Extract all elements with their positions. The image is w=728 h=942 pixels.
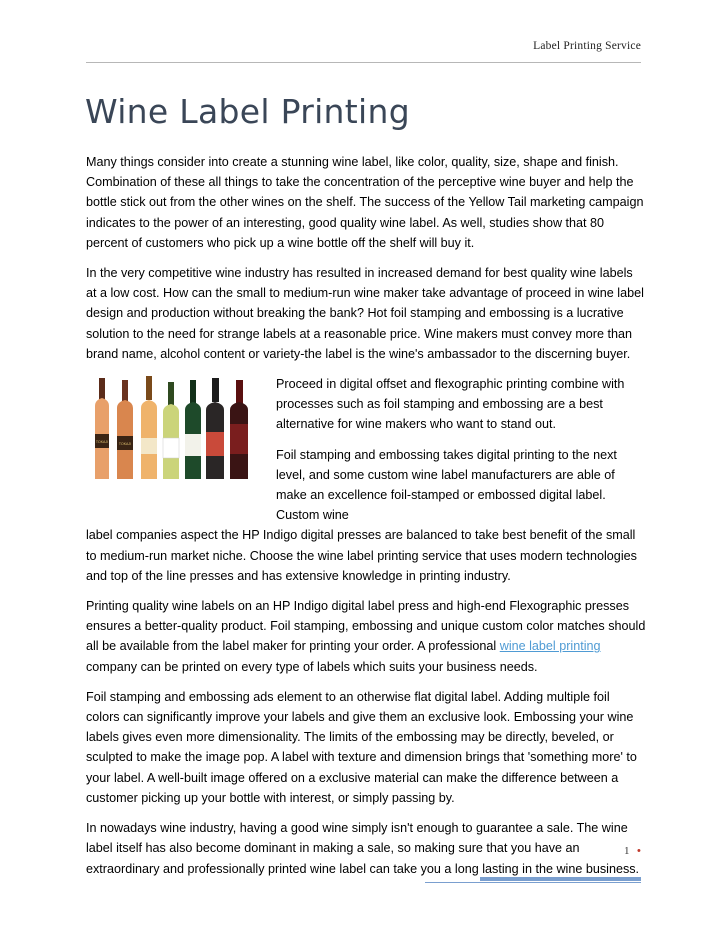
header-divider: [86, 62, 641, 63]
paragraph-hp-indigo-text: Printing quality wine labels on an HP Indigo digital label press and high-end Flexographic presses ensures a better-quality product. Foil stamping, embossing and unique custom color matches should all be available from the label maker for printing your order. A professional: [86, 599, 646, 654]
page-number: 1: [624, 845, 630, 857]
paragraph-embossing: Foil stamping and embossing ads element to an otherwise flat digital label. Adding multiple foil colors can significantly improve your labels and give them an exclusive look. Embossing your wine labels gives even more dimensionality. The limits of the embossing may be directly, beveled, or sculpted to make the image pop. A label with texture and dimension brings that 'something more' to your label. A well-built image offered on a exclusive material can make the difference between a customer picking up your bottle with interest, or simply passing by.: [86, 689, 637, 805]
paragraph-printing: Proceed in digital offset and flexographic printing combine with processes such as foil stamping and embossing are a best alternative for wine makers who want to stand out.: [276, 377, 625, 432]
wine-label-printing-link[interactable]: wine label printing: [499, 639, 601, 654]
paragraph-hp-indigo-tail: company can be printed on every type of labels which suits your business needs.: [86, 659, 538, 674]
paragraph-hp-indigo: [86, 596, 646, 677]
running-header: Label Printing Service: [533, 40, 641, 52]
svg-text:TOKAJI: TOKAJI: [95, 440, 109, 445]
wine-bottles-image: [86, 376, 274, 482]
paragraph-foil-a: Foil stamping and embossing takes digital printing to the next level, and some custom wine label manufacturers are able of make an excellence foil-stamped or embossed digital label. Custom wine: [276, 447, 617, 523]
article-body: [86, 152, 646, 889]
paragraph-conclusion: In nowadays wine industry, having a good wine simply isn't enough to guarantee a sale. The wine label itself has also become dominant in making a sale, so making sure that you have an extraordinary and professionally printed wine label can take you a long lasting in the wine business.: [86, 821, 640, 876]
bullet-icon: •: [637, 845, 641, 857]
paragraph-industry: In the very competitive wine industry has resulted in increased demand for best quality wine labels at a low cost. How can the small to medium-run wine maker take advantage of proceed in wine label design and production without breaking the bank? Hot foil stamping and embossing is a lucrative solution to the need for strange labels at a reasonable price. Wine makers must convey more than brand name, alcohol content or variety-the label is the wine's ambassador to the discerning buyer.: [86, 266, 644, 361]
page-title: Wine Label Printing: [85, 92, 410, 131]
footer-divider: [425, 882, 641, 883]
svg-text:TOKAJI: TOKAJI: [118, 442, 132, 447]
paragraph-intro: Many things consider into create a stunning wine label, like color, quality, size, shape and finish. Combination of these all things to take the concentration of the perceptive wine buyer and help the bottle stick out from the other wines on the shelf. The success of the Yellow Tail marketing campaign indicates to the power of an interesting, good quality wine label. As well, studies show that 80 percent of customers who pick up a wine bottle off the shelf will buy it.: [86, 155, 644, 250]
paragraph-foil-b: label companies aspect the HP Indigo digital presses are balanced to take best benefit of the small to medium-run market niche. Choose the wine label printing service that uses modern technologies and top of the line presses and has extensive knowledge in printing industry.: [86, 528, 637, 583]
footer-accent-bar: [480, 877, 641, 881]
